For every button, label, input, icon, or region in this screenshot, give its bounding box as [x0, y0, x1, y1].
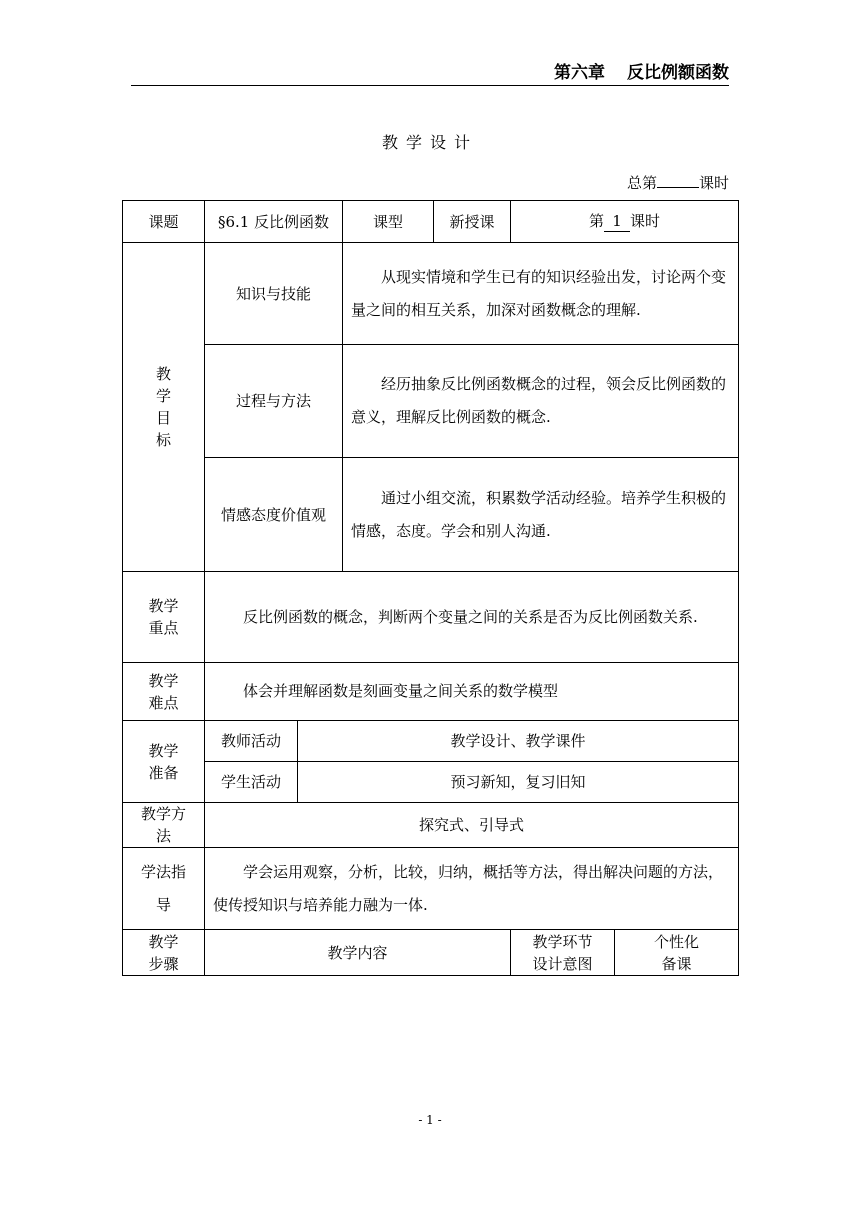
objective-label-attitude: 情感态度价值观 [205, 458, 343, 572]
objective-text-knowledge-p: 从现实情境和学生已有的知识经验出发，讨论两个变量之间的相互关系，加深对函数概念的理解. [351, 267, 727, 319]
method-value: 探究式、引导式 [205, 803, 739, 848]
topic-value: §6.1 反比例函数 [205, 201, 343, 243]
prep-student-row [123, 762, 739, 803]
difficulties-label [123, 663, 205, 721]
method-label-line2: 法 [155, 827, 171, 845]
personal-prep-label-line1: 个性化 [653, 932, 699, 951]
lesson-type-label: 课型 [343, 201, 434, 243]
lesson-plan-table [122, 200, 739, 976]
student-activity-value: 预习新知，复习旧知 [298, 762, 739, 803]
key-points-row [123, 572, 739, 663]
difficulties-label-line2: 难点 [148, 693, 179, 712]
learning-guide-text [205, 848, 739, 930]
objective-row [123, 345, 739, 458]
difficulties-row [123, 663, 739, 721]
key-points-text-p: 反比例函数的概念，判断两个变量之间的关系是否为反比例函数关系. [243, 607, 698, 626]
content-label: 教学内容 [205, 930, 511, 976]
chapter-number: 第六章 [554, 63, 605, 83]
lesson-number: 1 [604, 211, 630, 232]
objective-row [123, 458, 739, 572]
design-intent-label [511, 930, 615, 976]
difficulties-text-p: 体会并理解函数是刻画变量之间关系的数学模型 [243, 682, 559, 700]
objective-label-knowledge: 知识与技能 [205, 243, 343, 345]
prep-label-line1: 教学 [148, 741, 179, 760]
lesson-number-prefix: 第 [588, 212, 604, 230]
design-intent-label-line2: 设计意图 [532, 954, 593, 973]
key-points-label-line2: 重点 [148, 619, 179, 637]
difficulties-text [205, 663, 739, 721]
steps-label [123, 930, 205, 976]
learning-guide-label-line1: 学法指 [140, 862, 186, 881]
design-intent-label-line1: 教学环节 [532, 932, 593, 951]
teacher-activity-value: 教学设计、教学课件 [298, 721, 739, 762]
teacher-activity-label: 教师活动 [205, 721, 298, 762]
steps-label-line1: 教学 [148, 932, 179, 951]
key-points-label [123, 572, 205, 663]
prep-label [123, 721, 205, 803]
method-row [123, 803, 739, 848]
method-label [123, 803, 205, 848]
student-activity-label: 学生活动 [205, 762, 298, 803]
chapter-header [554, 58, 729, 83]
topic-row [123, 201, 739, 243]
objective-text-knowledge [343, 243, 739, 345]
objective-text-attitude [343, 458, 739, 572]
prep-teacher-row [123, 721, 739, 762]
lesson-type-value: 新授课 [434, 201, 511, 243]
method-label-line1: 教学方 [140, 805, 186, 823]
objectives-label-text: 教学目标 [156, 365, 172, 449]
objective-text-process-p: 经历抽象反比例函数概念的过程，领会反比例函数的意义，理解反比例函数的概念. [351, 375, 727, 426]
total-period-blank [657, 187, 699, 188]
objective-row [123, 243, 739, 345]
lesson-number-suffix: 课时 [630, 212, 661, 230]
lesson-number-cell [511, 201, 739, 243]
total-period-prefix: 总第 [626, 174, 657, 192]
topic-label: 课题 [123, 201, 205, 243]
learning-guide-label-line2: 导 [155, 895, 171, 914]
learning-guide-text-p: 学会运用观察，分析，比较，归纳，概括等方法，得出解决问题的方法，使传授知识与培养能力融为一体. [213, 862, 724, 914]
total-period-suffix: 课时 [698, 174, 729, 192]
personal-prep-label [615, 930, 739, 976]
total-period-line [627, 172, 729, 193]
chapter-title: 反比例额函数 [627, 63, 729, 83]
personal-prep-label-line2: 备课 [661, 954, 692, 973]
steps-header-row [123, 930, 739, 976]
key-points-label-line1: 教学 [148, 597, 179, 615]
document-title: 教学设计 [381, 133, 478, 152]
objective-text-attitude-p: 通过小组交流，积累数学活动经验。培养学生积极的情感，态度。学会和别人沟通. [351, 488, 727, 540]
objective-text-process [343, 345, 739, 458]
learning-guide-row [123, 848, 739, 930]
objective-label-process: 过程与方法 [205, 345, 343, 458]
key-points-text [205, 572, 739, 663]
page-number: - 1 - [418, 1113, 442, 1127]
header-rule [131, 85, 729, 86]
difficulties-label-line1: 教学 [148, 671, 179, 690]
objectives-label [123, 243, 205, 572]
steps-label-line2: 步骤 [148, 954, 179, 973]
learning-guide-label [123, 848, 205, 930]
prep-label-line2: 准备 [148, 763, 179, 782]
